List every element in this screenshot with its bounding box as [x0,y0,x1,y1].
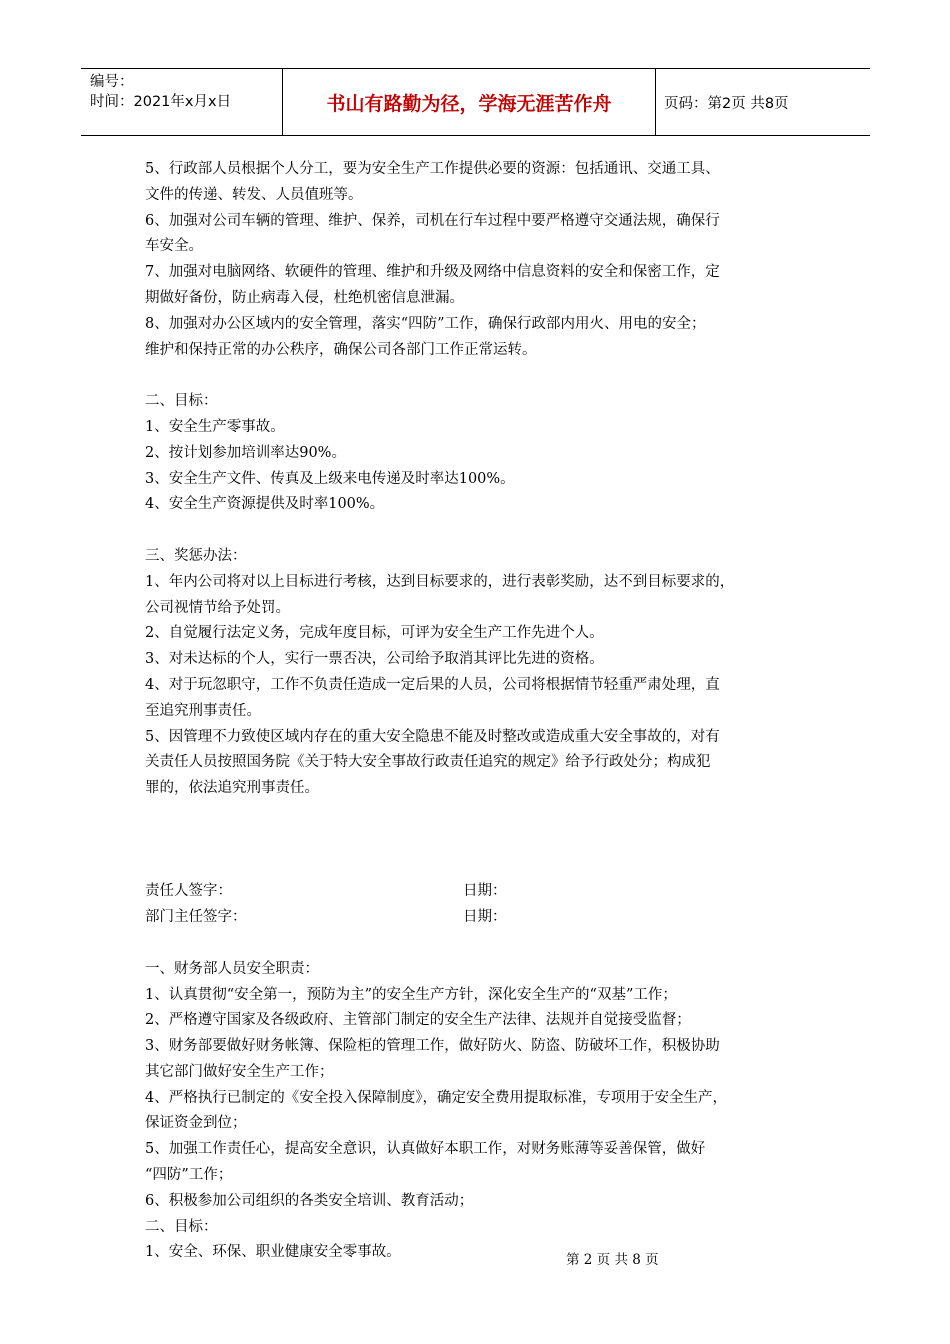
date-label: 日期： [463,883,507,900]
body-line: 罪的，依法追究刑事责任。 [145,780,319,797]
body-line: 3、财务部要做好财务帐簿、保险柜的管理工作，做好防火、防盗、防破坏工作，积极协助 [145,1038,720,1055]
blank-line [145,854,825,880]
header-left-cell [81,69,283,135]
responsible-signature-label: 责任人签字： [145,883,232,900]
section-heading: 三、奖惩办法： [145,547,247,564]
body-line: 车安全。 [145,238,203,255]
document-body [145,157,825,1266]
body-line: 3、安全生产文件、传真及上级来电传递及时率达100%。 [145,470,515,487]
section-heading: 二、目标： [145,1218,218,1235]
section-heading: 一、财务部人员安全职责： [145,960,319,977]
body-line: 公司视情节给予处罚。 [145,599,290,616]
body-line: 2、自觉履行法定义务，完成年度目标，可评为安全生产工作先进个人。 [145,625,604,642]
header-motto: 书山有路勤为径，学海无涯苦作舟 [283,69,656,135]
body-line: 3、对未达标的个人，实行一票否决，公司给予取消其评比先进的资格。 [145,651,604,668]
section-heading: 二、目标： [145,393,218,410]
body-line: 1、安全、环保、职业健康安全零事故。 [145,1244,401,1261]
body-line: 维护和保持正常的办公秩序，确保公司各部门工作正常运转。 [145,341,537,358]
body-line: 其它部门做好安全生产工作； [145,1063,334,1080]
blank-line [145,518,825,544]
document-header [81,68,870,136]
body-line: 1、安全生产零事故。 [145,418,285,435]
blank-line [145,931,825,957]
footer-page-number: 第 2 页 共 8 页 [566,1252,659,1268]
body-line: 2、严格遵守国家及各级政府、主管部门制定的安全生产法律、法规并自觉接受监督； [145,1012,691,1029]
director-signature-label: 部门主任签字： [145,909,247,926]
blank-line [145,363,825,389]
body-line: 5、行政部人员根据个人分工，要为安全生产工作提供必要的资源：包括通讯、交通工具、 [145,161,720,177]
signature-row-director [145,905,825,931]
number-label: 编号： [90,74,134,90]
date-label: 日期： [463,909,507,926]
body-line: 至追究刑事责任。 [145,702,261,719]
body-line: 4、对于玩忽职守，工作不负责任造成一定后果的人员，公司将根据情节轻重严肃处理，直 [145,676,720,693]
body-line: 8、加强对办公区域内的安全管理，落实“四防”工作，确保行政部内用火、用电的安全； [145,315,706,332]
body-line: 期做好备份，防止病毒入侵，杜绝机密信息泄漏。 [145,289,464,306]
body-line: 5、因管理不力致使区域内存在的重大安全隐患不能及时整改或造成重大安全事故的，对有 [145,728,720,745]
signature-row-responsible [145,879,825,905]
blank-line [145,828,825,854]
body-line: 2、按计划参加培训率达90%。 [145,444,346,461]
body-line: 6、加强对公司车辆的管理、维护、保养，司机在行车过程中要严格遵守交通法规，确保行 [145,212,720,229]
body-line: 4、严格执行已制定的《安全投入保障制度》，确定安全费用提取标准，专项用于安全生产， [145,1089,727,1106]
blank-line [145,802,825,828]
body-line: 1、认真贯彻“安全第一，预防为主”的安全生产方针，深化安全生产的“双基”工作； [145,986,677,1003]
body-line: 保证资金到位； [145,1115,247,1132]
body-line: 6、积极参加公司组织的各类安全培训、教育活动； [145,1192,474,1209]
body-line: 1、年内公司将对以上目标进行考核，达到目标要求的，进行表彰奖励，达不到目标要求的， [145,573,735,590]
body-line: 5、加强工作责任心，提高安全意识，认真做好本职工作，对财务账薄等妥善保管，做好 [145,1141,706,1158]
body-line: 文件的传递、转发、人员值班等。 [145,186,363,203]
body-line: 4、安全生产资源提供及时率100%。 [145,496,385,513]
body-line: 关责任人员按照国务院《关于特大安全事故行政责任追究的规定》给予行政处分；构成犯 [145,754,711,771]
time-label: 时间：2021年x月x日 [90,94,232,110]
body-line: “四防”工作； [145,1167,233,1184]
body-line: 7、加强对电脑网络、软硬件的管理、维护和升级及网络中信息资料的安全和保密工作，定 [145,264,720,281]
header-page-info: 页码：第2页 共8页 [664,95,789,112]
